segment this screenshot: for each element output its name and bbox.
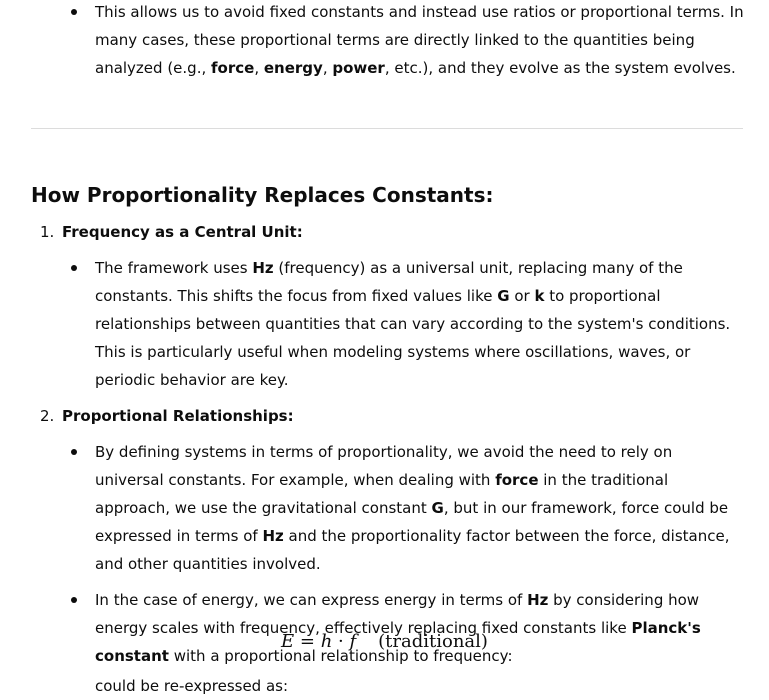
item-1-bullet <box>0 254 769 394</box>
section-divider <box>31 128 743 129</box>
text: by considering how energy scales with frequency, effectively replacing fixed constants like <box>95 591 700 637</box>
text: This allows us to avoid fixed constants and instead use ratios or proportional terms. In many cases, these proportional terms are directly linked to the quantities being analyzed (e.g., <box>95 3 744 77</box>
text: , etc.), and they evolve as the system evolves. <box>384 59 736 77</box>
bold-term: force <box>495 471 539 489</box>
text: The framework uses <box>95 259 253 277</box>
item-heading: Proportional Relationships: <box>62 407 294 425</box>
text: or <box>509 287 535 305</box>
text: In the case of energy, we can express energy in terms of <box>95 591 528 609</box>
text: to proportional relationships between quantities that can vary according to the system's conditions. This is particularly useful when modeling systems where oscillations, waves, or periodic behavior are key. <box>95 287 731 389</box>
equation-equals: = <box>294 631 321 652</box>
tail-text: could be re-expressed as: <box>95 677 289 695</box>
text: , <box>322 59 333 77</box>
list-item-1-heading <box>0 218 769 246</box>
equation-note: (traditional) <box>378 631 488 652</box>
bold-term: Hz <box>262 527 284 545</box>
text: with a proportional relationship to frequency: <box>168 647 513 665</box>
bold-term: power <box>332 59 385 77</box>
item-1-bullets <box>0 254 769 394</box>
text: , but in our framework, force could be expressed in terms of <box>95 499 729 545</box>
list-item-2-heading <box>0 402 769 430</box>
bold-term: G <box>431 499 444 517</box>
intro-bullet <box>0 0 769 82</box>
bold-term: k <box>534 287 545 305</box>
text: and the proportionality factor between the force, distance, and other quantities involved. <box>95 527 730 573</box>
bold-term: Hz <box>527 591 549 609</box>
text: , <box>254 59 264 77</box>
text: in the traditional approach, we use the gravitational constant <box>95 471 669 517</box>
bold-term: Hz <box>252 259 274 277</box>
text: (frequency) as a universal unit, replacing many of the constants. This shifts the focus from fixed values like <box>95 259 683 305</box>
section-heading: How Proportionality Replaces Constants: <box>31 183 494 207</box>
bold-term: force <box>211 59 255 77</box>
item-number: 1. <box>40 223 55 241</box>
equation-dot: · <box>332 631 350 652</box>
numbered-list <box>0 218 769 670</box>
intro-list <box>0 0 769 82</box>
equation-symbol-f: f <box>349 631 357 652</box>
item-2-bullet-1 <box>0 438 769 578</box>
equation-block <box>0 628 769 656</box>
text: By defining systems in terms of proportionality, we avoid the need to rely on universal constants. For example, when dealing with <box>95 443 673 489</box>
bold-term: energy <box>263 59 323 77</box>
equation-symbol-h: h <box>320 631 333 652</box>
equation-symbol-e: E <box>281 631 295 652</box>
item-number: 2. <box>40 407 55 425</box>
bold-term: Planck's constant <box>95 619 701 665</box>
bold-term: G <box>497 287 510 305</box>
item-heading: Frequency as a Central Unit: <box>62 223 303 241</box>
